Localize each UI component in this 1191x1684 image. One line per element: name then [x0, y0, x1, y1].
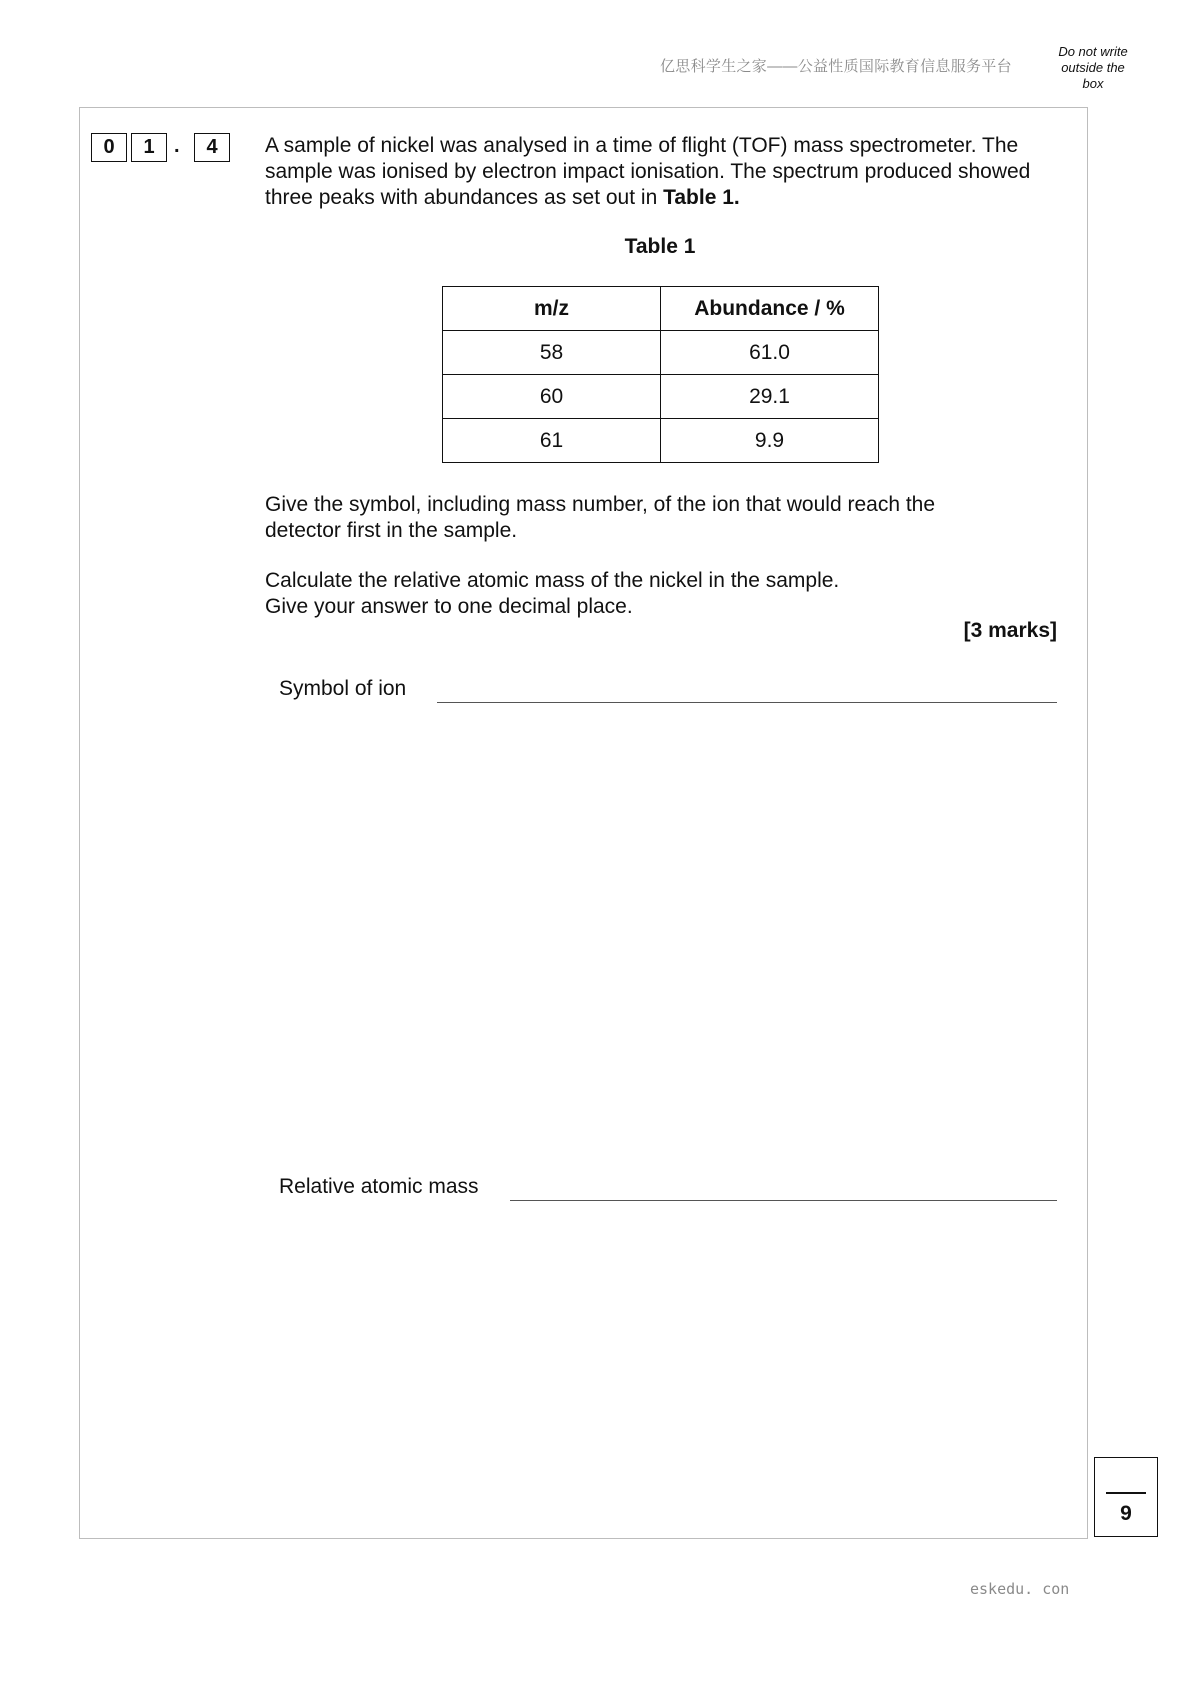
instruction-decimal: Give your answer to one decimal place.: [265, 595, 633, 618]
marks-label: [3 marks]: [963, 619, 1057, 642]
question-intro-text: A sample of nickel was analysed in a time of flight (TOF) mass spectrometer. The sample was ionised by electron impact ionisation. The spectrum produced showed three peaks with abundances as set out in: [265, 134, 1031, 209]
instruction-symbol: Give the symbol, including mass number, of the ion that would reach the detector first in the sample.: [265, 493, 936, 542]
question-digit-box: 4: [194, 133, 230, 162]
score-total: 9: [1120, 1502, 1132, 1525]
answer-line-symbol[interactable]: [437, 702, 1057, 703]
question-separator: .: [174, 135, 180, 157]
score-box: [1094, 1457, 1158, 1537]
question-digit-box: 1: [131, 133, 167, 162]
table-header-cell: m/z: [443, 287, 661, 331]
table-cell: 58: [443, 331, 661, 375]
table-cell: 61.0: [661, 331, 879, 375]
question-intro-ref: Table 1.: [663, 186, 740, 209]
score-divider: [1106, 1492, 1146, 1494]
question-intro: [265, 133, 1065, 211]
table-cell: 60: [443, 375, 661, 419]
abundance-table: [442, 286, 879, 463]
table-header-row: [443, 287, 879, 331]
answer-line-mass[interactable]: [510, 1200, 1057, 1201]
table-row: [443, 331, 879, 375]
table-header-cell: Abundance / %: [661, 287, 879, 331]
table-row: [443, 375, 879, 419]
question-digit-box: 0: [91, 133, 127, 162]
answer-label-mass: Relative atomic mass: [279, 1175, 479, 1198]
table-title: Table 1: [624, 235, 696, 258]
margin-note: Do not write outside the box: [1058, 44, 1128, 91]
table-cell: 61: [443, 419, 661, 463]
header-site-text: 亿思科学生之家——公益性质国际教育信息服务平台: [660, 58, 1012, 75]
table-cell: 29.1: [661, 375, 879, 419]
table-row: [443, 419, 879, 463]
footer-site: eskedu. con: [970, 1580, 1070, 1598]
answer-label-symbol: Symbol of ion: [279, 677, 407, 700]
table-cell: 9.9: [661, 419, 879, 463]
instruction-calculate: Calculate the relative atomic mass of the nickel in the sample.: [265, 569, 840, 592]
